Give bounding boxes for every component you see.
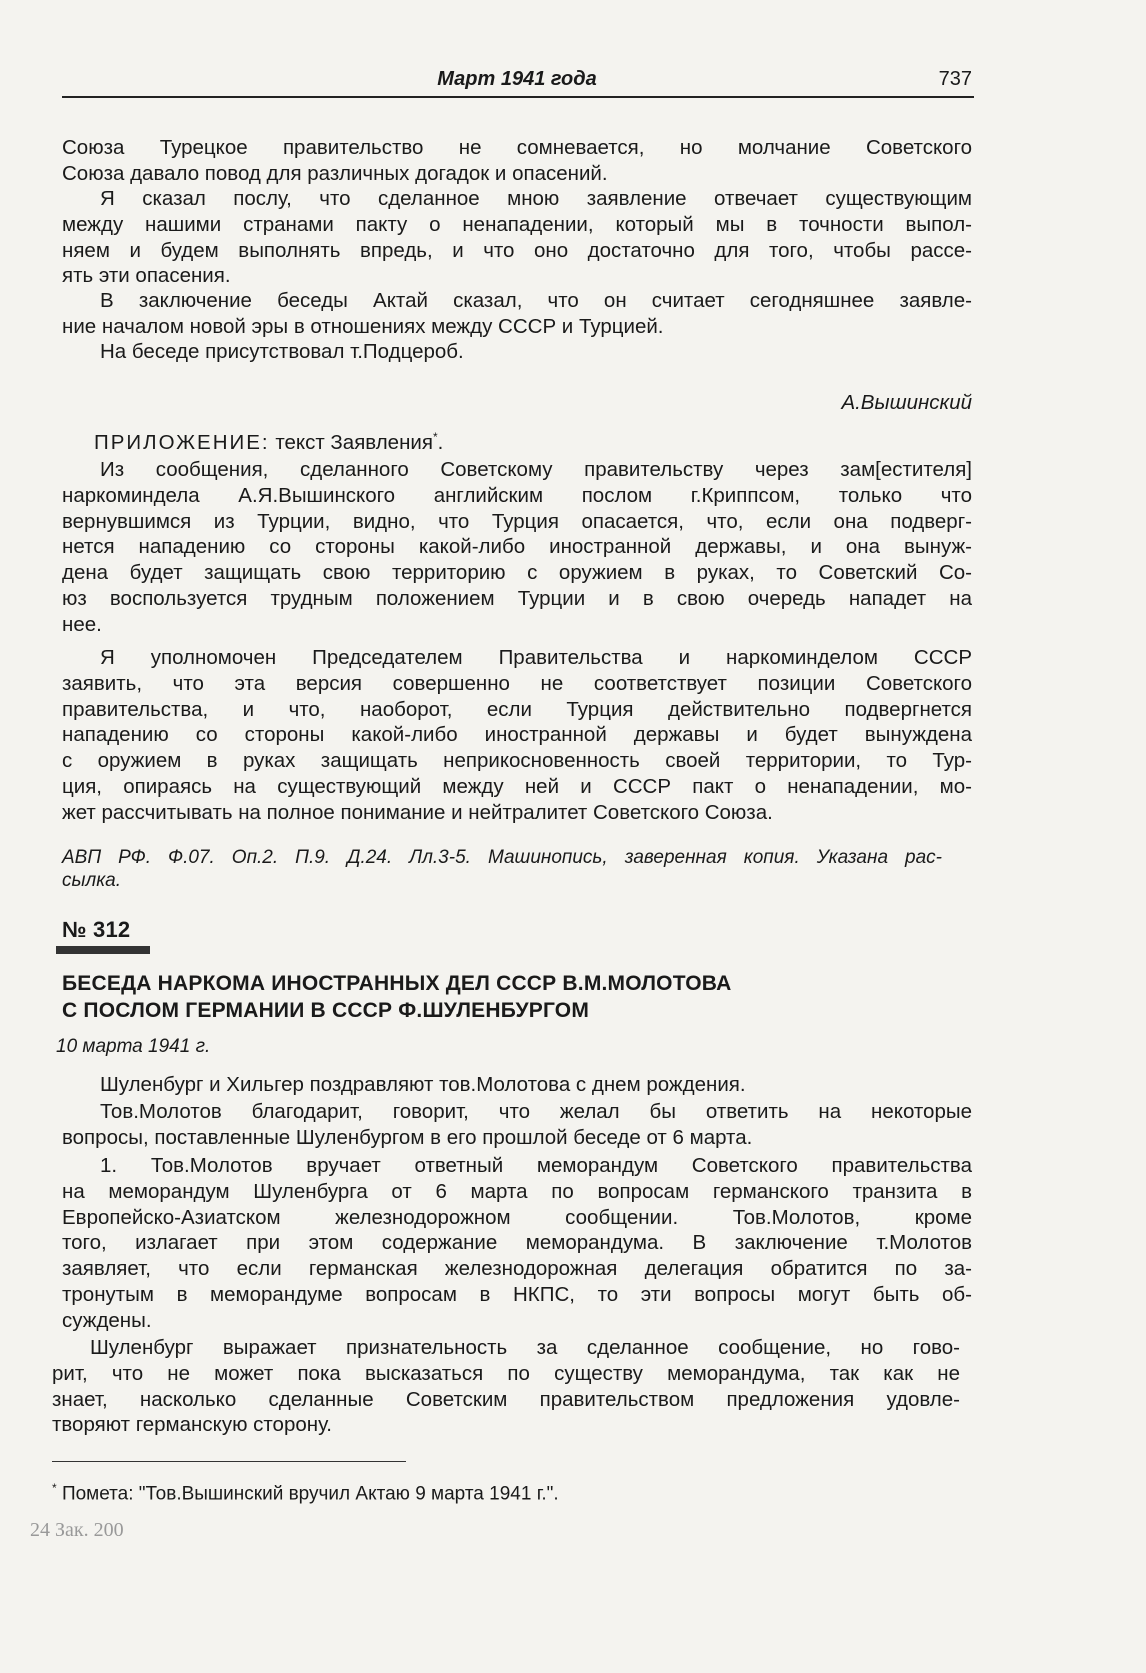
- paragraph: [62, 457, 972, 638]
- text-line: В заключение беседы Актай сказал, что он считает сегодняшнее заявле-: [100, 289, 972, 312]
- text-line: того, излагает при этом содержание меморандума. В заключение т.Молотов: [62, 1231, 972, 1255]
- text-line: вернувшимся из Турции, видно, что Турция опасается, что, если она подверг-: [62, 509, 972, 533]
- text-line: ние началом новой эры в отношениях между СССР и Турцией.: [62, 314, 664, 338]
- text-line: На беседе присутствовал т.Подцероб.: [100, 340, 464, 363]
- text-line: С ПОСЛОМ ГЕРМАНИИ В СССР Ф.ШУЛЕНБУРГОМ: [62, 999, 590, 1022]
- paragraph: [62, 1153, 972, 1334]
- archive-source: [62, 846, 942, 892]
- text-line: тронутым в меморандуме вопросам в НКПС, то эти вопросы могут быть об-: [62, 1282, 972, 1306]
- text-line: наркоминдела А.Я.Вышинского английским послом г.Криппсом, только что: [62, 483, 972, 507]
- paragraph: [62, 135, 972, 187]
- text-line: ять эти опасения.: [62, 264, 231, 288]
- text-line: нападению со стороны какой-либо иностранной державы и будет вынуждена: [62, 723, 972, 747]
- text-line: между нашими странами пакту о ненападении, который мы в точности выпол-: [62, 212, 972, 236]
- text-line: Я сказал послу, что сделанное мною заявление отвечает существующим: [100, 187, 972, 210]
- text-line: нее.: [62, 612, 102, 636]
- paragraph: [62, 645, 972, 826]
- paragraph: [62, 1099, 972, 1151]
- text-line: правительства, и что, наоборот, если Турция действительно подвергнется: [62, 697, 972, 721]
- header-rule: [62, 96, 974, 98]
- text-line: с оружием в руках защищать неприкосновенность своей территории, то Тур-: [62, 749, 972, 773]
- text-line: суждены.: [62, 1308, 152, 1332]
- paragraph: [62, 186, 972, 289]
- footnote: [52, 1476, 962, 1507]
- document-date: 10 марта 1941 г.: [56, 1036, 211, 1057]
- text-line: Шуленбург и Хильгер поздравляют тов.Молотова с днем рождения.: [100, 1073, 746, 1096]
- text-line: Я уполномочен Председателем Правительства и наркоминделом СССР: [100, 646, 972, 669]
- text-line: Шуленбург выражает признательность за сделанное сообщение, но гово-: [90, 1336, 960, 1359]
- appendix-heading: [62, 425, 1004, 456]
- text-line: Союза давало повод для различных догадок и опасений.: [62, 161, 608, 185]
- text-line: знает, насколько сделанные Советским правительством предложения удовле-: [52, 1387, 960, 1411]
- appendix-end: .: [437, 430, 444, 454]
- page-number: 737: [938, 68, 972, 90]
- footnote-ref[interactable]: *: [432, 430, 438, 444]
- footnote-mark: *: [52, 1481, 57, 1495]
- footnote-text: Помета: "Тов.Вышинский вручил Актаю 9 марта 1941 г.".: [61, 1483, 559, 1505]
- text-line: Европейско-Азиатском железнодорожном сообщении. Тов.Молотов, кроме: [62, 1205, 972, 1229]
- document-number: № 312: [62, 917, 131, 942]
- text-line: юз воспользуется трудным положением Турции и в свою очередь нападет на: [62, 586, 972, 610]
- text-line: няем и будем выполнять впредь, и что оно достаточно для того, чтобы рассе-: [62, 238, 972, 262]
- footnote-rule: [52, 1461, 406, 1462]
- running-title: Март 1941 года: [437, 68, 597, 90]
- text-line: заявить, что эта версия совершенно не соответствует позиции Советского: [62, 671, 972, 695]
- text-line: дена будет защищать свою территорию с оружием в руках, то Советский Со-: [62, 561, 972, 585]
- text-line: заявляет, что если германская железнодорожная делегация обратится по за-: [62, 1257, 972, 1281]
- text-line: на меморандум Шуленбурга от 6 марта по вопросам германского транзита в: [62, 1179, 972, 1203]
- text-line: сылка.: [62, 870, 122, 891]
- print-mark: 24 Зак. 200: [30, 1519, 124, 1541]
- text-line: Союза Турецкое правительство не сомневается, но молчание Советского: [62, 136, 972, 159]
- paragraph: [52, 1335, 960, 1438]
- text-line: АВП РФ. Ф.07. Оп.2. П.9. Д.24. Лл.3-5. Машинопись, заверенная копия. Указана рас-: [62, 847, 942, 868]
- text-line: творяют германскую сторону.: [52, 1413, 332, 1437]
- paragraph: [62, 1072, 972, 1098]
- appendix-label: ПРИЛОЖЕНИЕ:: [94, 430, 270, 454]
- paragraph: [62, 339, 972, 365]
- text-line: 1. Тов.Молотов вручает ответный меморандум Советского правительства: [100, 1154, 972, 1177]
- text-line: БЕСЕДА НАРКОМА ИНОСТРАННЫХ ДЕЛ СССР В.М.МОЛОТОВА: [62, 972, 732, 995]
- text-line: ция, опираясь на существующий между ней и СССР пакт о ненападении, мо-: [62, 774, 972, 798]
- number-underbar: [56, 946, 150, 954]
- paragraph: [62, 288, 972, 340]
- text-line: Из сообщения, сделанного Советскому правительству через зам[естителя]: [100, 458, 972, 481]
- document-title: [62, 970, 972, 1024]
- text-line: Тов.Молотов благодарит, говорит, что желал бы ответить на некоторые: [100, 1100, 972, 1123]
- text-line: нется нападению со стороны какой-либо иностранной державы, и она вынуж-: [62, 535, 972, 559]
- text-line: вопросы, поставленные Шуленбургом в его прошлой беседе от 6 марта.: [62, 1125, 753, 1149]
- appendix-text: текст Заявления: [275, 430, 433, 454]
- text-line: жет рассчитывать на полное понимание и нейтралитет Советского Союза.: [62, 800, 773, 824]
- text-line: рит, что не может пока высказаться по существу меморандума, так как не: [52, 1361, 960, 1385]
- running-header: [62, 68, 972, 98]
- signature: А.Вышинский: [841, 391, 972, 414]
